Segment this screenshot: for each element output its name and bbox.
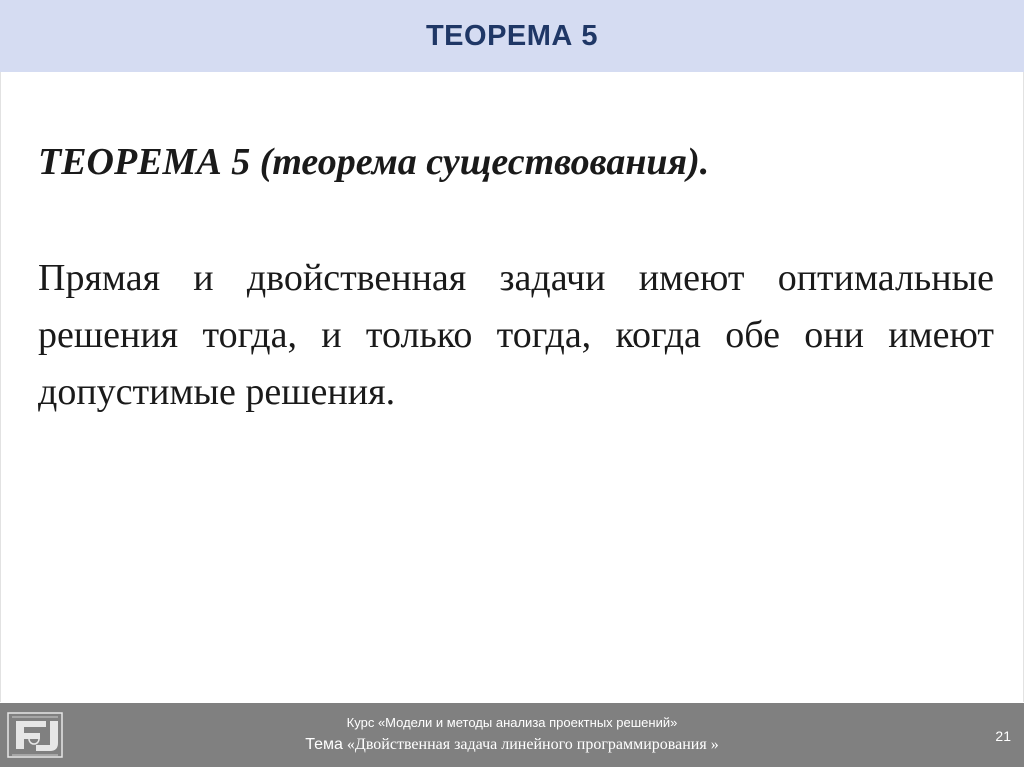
footer-topic-label: Тема (305, 736, 343, 753)
slide-title: ТЕОРЕМА 5 (425, 19, 599, 52)
theorem-statement: Прямая и двойственная задачи имеют оптимальные решения тогда, и только тогда, когда обе они имеют допустимые решения. (38, 257, 994, 413)
footer-course: Курс «Модели и методы анализа проектных решений» (346, 715, 678, 730)
slide-header (0, 0, 1024, 72)
page-number: 21 (995, 728, 1011, 744)
footer-topic (0, 736, 1024, 754)
footer-topic-value: «Двойственная задача линейного программирования » (346, 736, 719, 753)
slide-footer (0, 703, 1024, 767)
theorem-heading: ТЕОРЕМА 5 (теорема существования). (38, 141, 710, 183)
